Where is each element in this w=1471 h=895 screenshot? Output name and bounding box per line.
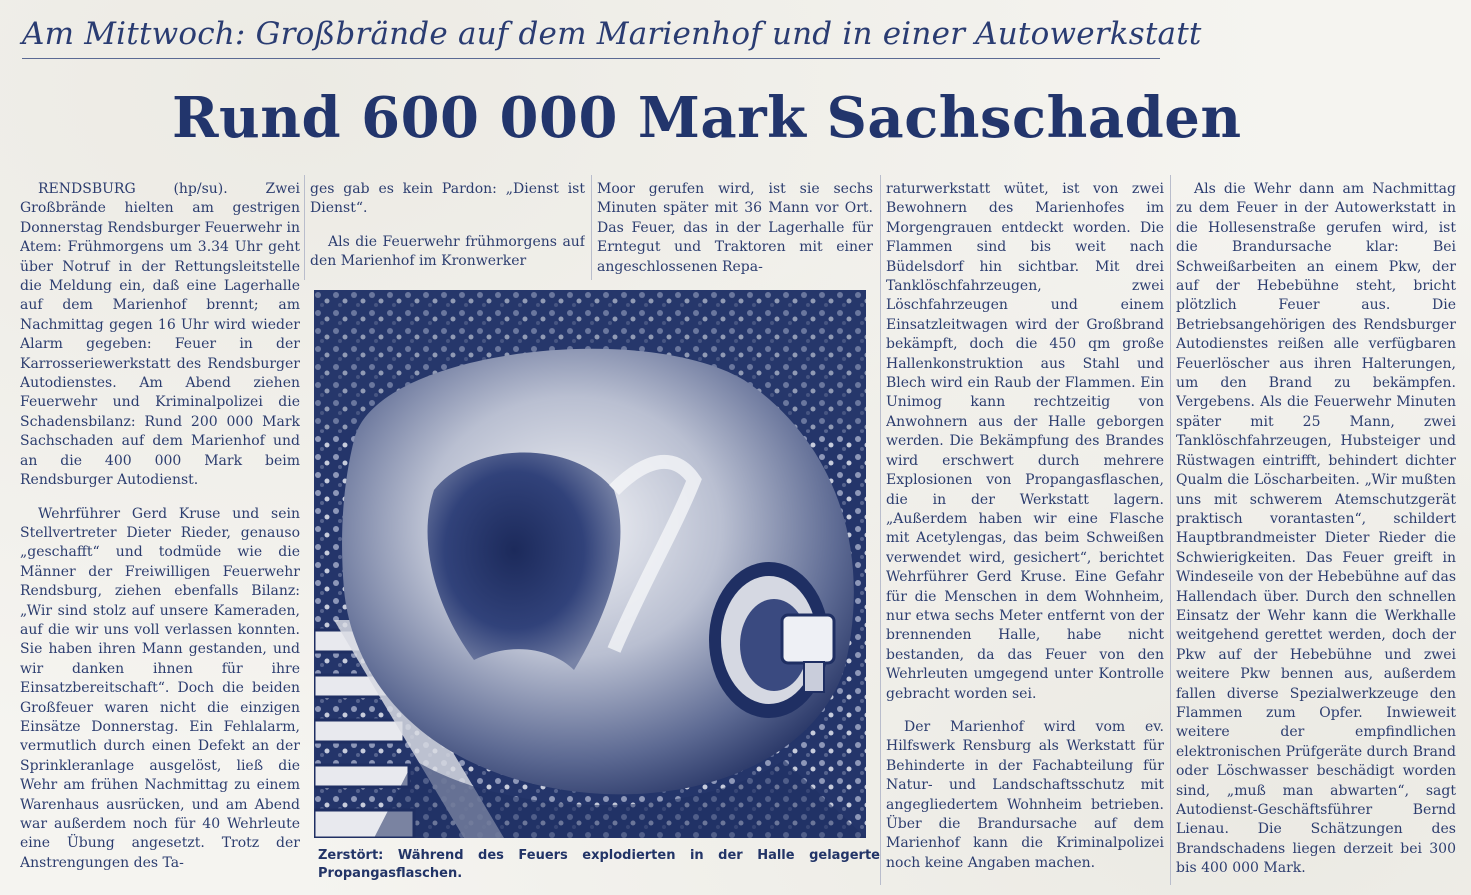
article-column-5 (1176, 180, 1456, 885)
burnt-gas-cylinder-image (314, 290, 866, 838)
paragraph: RENDSBURG (hp/su). Zwei Großbrände hielten am gestrigen Donnerstag Rendsburger Feuerwehr in Atem: Frühmorgens um 3.34 Uhr geht über Notruf in der Rettungsleitstelle die Meldung ein, daß eine Lagerhalle auf dem Marienhof brennt; am Nachmittag gegen 16 Uhr wird wieder Alarm gegeben: Feuer in der Karrosseriewerkstatt des Rendsburger Autodienstes. Am Abend ziehen Feuerwehr und Kriminalpolizei die Schadensbilanz: Rund 200 000 Mark Sachschaden auf dem Marienhof und an die 400 000 Mark beim Rendsburger Autodienst. (20, 181, 300, 489)
paragraph: Moor gerufen wird, ist sie sechs Minuten später mit 36 Mann vor Ort. Das Feuer, das in der Lagerhalle für Erntegut und Traktoren mit einer angeschlossenen Repa- (597, 181, 873, 275)
paragraph: raturwerkstatt wütet, ist von zwei Bewohnern des Marienhofes im Morgengrauen entdeckt worden. Die Flammen sind bis weit nach Büdelsdorf hin sichtbar. Mit drei Tanklöschfahrzeugen, zwei Löschfahrzeugen und einem Einsatzleitwagen wird der Großbrand bekämpft, doch die 450 qm große Hallenkonstruktion aus Stahl und Blech wird ein Raub der Flammen. Ein Unimog kann rechtzeitig von Anwohnern aus der Halle geborgen werden. Die Bekämpfung des Brandes wird erschwert durch mehrere Explosionen von Propangasflaschen, die in der Werkstatt lagern. „Außerdem haben wir eine Flasche mit Acetylengas, das beim Schweißen verwendet wird, gesichert“, berichtet Wehrführer Gerd Kruse. Eine Gefahr für die Menschen in dem Wohnheim, nur etwa sechs Meter entfernt von der brennenden Halle, habe nicht bestanden, da das Feuer von den Wehrleuten umgegend unter Kontrolle gebracht worden sei. (886, 181, 1164, 702)
article-column-2 (310, 180, 585, 280)
paragraph: Wehrführer Gerd Kruse und sein Stellvertreter Dieter Rieder, genauso „geschafft“ und todmüde wie die Männer der Freiwilligen Feuerwehr Rendsburg, ziehen ebenfalls Bilanz: „Wir sind stolz auf unsere Kameraden, auf die wir uns voll verlassen konnten. Sie haben ihren Mann gestanden, und wir danken ihnen für ihre Einsatzbereitschaft“. Doch die beiden Großfeuer waren nicht die einzigen Einsätze Donnerstag. Ein Fehlalarm, vermutlich durch einen Defekt an der Sprinkleranlage ausgelöst, ließ die Wehr am frühen Nachmittag zu einem Warenhaus ausrücken, und am Abend war außerdem noch für 40 Wehrleute eine Übung angesetzt. Trotz der Anstrengungen des Ta- (20, 505, 300, 871)
paragraph: Als die Wehr dann am Nachmittag zu dem Feuer in der Autowerkstatt in die Hollesenstraße gerufen wird, ist die Brandursache klar: Bei Schweißarbeiten an einem Pkw, der auf der Hebebühne steht, bricht plötzlich Feuer aus. Die Betriebsangehörigen des Rendsburger Autodienstes reißen alle verfügbaren Feuerlöscher aus ihren Halterungen, um den Brand zu bekämpfen. Vergebens. Als die Feuerwehr Minuten später mit 25 Mann, zwei Tanklöschfahrzeugen, Hubsteiger und Rüstwagen eintrifft, behindert dichter Qualm die Löscharbeiten. „Wir mußten uns mit schwerem Atemschutzgerät praktisch vorantasten“, schildert Hauptbrandmeister Dieter Rieder die Schwierigkeiten. Das Feuer greift in Windeseile von der Hebebühne auf das Hallendach über. Durch den schnellen Einsatz der Wehr kann die Werkhalle weitgehend gerettet werden, doch der Pkw auf der Hebebühne und zwei weitere Pkw bennen aus, außerdem fallen diverse Spezialwerkzeuge den Flammen zum Opfer. Inwieweit weitere der empfindlichen elektronischen Prüfgeräte durch Brand oder Löschwasser beschädigt worden sind, „muß man abwarten“, sagt Autodienst-Geschäftsführer Bernd Lienau. Die Schätzungen des Brandschadens liegen derzeit bei 300 bis 400 000 Mark. (1176, 181, 1456, 877)
article-kicker: Am Mittwoch: Großbrände auf dem Marienhof und in einer Autowerkstatt (22, 16, 1202, 52)
photo-caption: Zerstört: Während des Feuers explodierten in der Halle gelagerte Propangasflaschen. (318, 848, 880, 881)
paragraph: ges gab es kein Pardon: „Dienst ist Dienst“. (310, 181, 585, 217)
column-divider (304, 175, 305, 280)
column-divider (880, 175, 881, 885)
article-headline: Rund 600 000 Mark Sachschaden (172, 85, 1242, 151)
article-column-4 (886, 180, 1164, 885)
paragraph: Als die Feuerwehr frühmorgens auf den Marienhof im Kronwerker (310, 233, 585, 270)
paragraph: Der Marienhof wird vom ev. Hilfswerk Rensburg als Werkstatt für Behinderte in der Fachabteilung für Natur- und Landschaftsschutz mit angegliedertem Wohnheim betrieben. Über die Brandursache auf dem Marienhof kann die Kriminalpolizei noch keine Angaben machen. (886, 718, 1164, 871)
column-divider (1170, 175, 1171, 885)
news-photo (314, 290, 866, 838)
kicker-divider (22, 58, 1160, 59)
article-column-3 (597, 180, 873, 280)
article-column-1 (20, 180, 300, 880)
column-divider (591, 175, 592, 280)
